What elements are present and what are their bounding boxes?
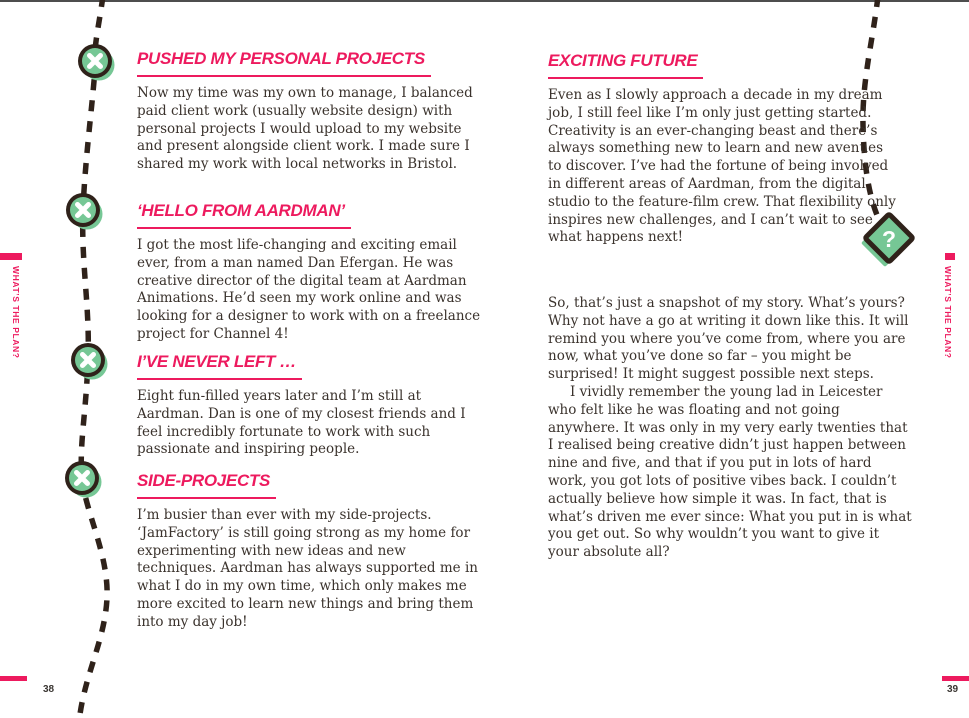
section-pushed-my-personal-projects — [137, 49, 485, 174]
section-body: I’m busier than ever with my side-projects. ‘JamFactory’ is still going strong as my home for experimenting with new ideas and new techniques. Aardman has always supported me in what I do in my own time, which only makes me more excited to learn new things and bring them into my day job! — [137, 507, 478, 630]
x-milestone-marker-3 — [68, 340, 112, 389]
x-icon — [63, 190, 107, 234]
section-body: Even as I slowly approach a decade in my dream job, I still feel like I’m only just getting started. Creativity is an ever-changing beast and there’s always something new to learn and new avenues to discover. I’ve had the fortune of being involved in different areas of Aardman, from the digital studio to the feature-film crew. That flexibility only inspires new challenges, and I can’t wait to see what happens next! — [548, 87, 896, 246]
right-margin-bar — [945, 253, 955, 260]
x-milestone-marker-1 — [75, 41, 119, 90]
question-glyph: ? — [881, 226, 897, 252]
x-icon — [75, 41, 119, 85]
section-exciting-future — [548, 51, 898, 247]
section-heading: SIDE-PROJECTS — [137, 471, 276, 499]
right-running-head: WHAT’S THE PLAN? — [943, 266, 953, 359]
section-ive-never-left — [137, 352, 485, 459]
left-folio-bar — [0, 676, 27, 681]
right-page-number: 39 — [947, 684, 959, 695]
section-heading: ‘HELLO FROM AARDMAN’ — [137, 201, 351, 229]
closing-text-block — [548, 295, 912, 562]
x-milestone-marker-4 — [62, 458, 106, 507]
section-body: Eight fun-filled years later and I’m still at Aardman. Dan is one of my closest friends and I feel incredibly fortunate to work with such passionate and inspiring people. — [137, 388, 466, 458]
right-folio-bar — [942, 676, 969, 681]
left-margin-bar — [0, 253, 22, 260]
section-heading: I’VE NEVER LEFT … — [137, 352, 302, 380]
closing-paragraph-2: I vividly remember the young lad in Leicester who felt like he was floating and not going anywhere. It was only in my very early twenties that I realised being creative didn’t just happen between nine and five, and that if you put in lots of hard work, you got lots of positive vibes back. I couldn’t actually believe how simple it was. In fact, that is what’s driven me ever since: What you put in is what you get out. So why wouldn’t you want to give it your absolute all? — [548, 383, 912, 561]
section-heading: EXCITING FUTURE — [548, 51, 703, 79]
x-milestone-marker-2 — [63, 190, 107, 239]
section-body: I got the most life-changing and exciting email ever, from a man named Dan Efergan. He was creative director of the digital team at Aardman Animations. He’d seen my work online and was looking for a designer to work with on a freelance project for Channel 4! — [137, 237, 481, 342]
x-icon — [62, 458, 106, 502]
closing-paragraph-1: So, that’s just a snapshot of my story. What’s yours? Why not have a go at writing it down like this. It will remind you where you’ve come from, where you are now, what you’ve done so far – you might be surprised! It might suggest possible next steps. — [548, 295, 909, 383]
x-icon — [68, 340, 112, 384]
section-heading: PUSHED MY PERSONAL PROJECTS — [137, 49, 431, 77]
left-page-number: 38 — [43, 684, 55, 695]
section-side-projects — [137, 471, 485, 632]
section-body: Now my time was my own to manage, I balanced paid client work (usually website design) with personal projects I would upload to my website and present alongside client work. I made sure I shared my work with local networks in Bristol. — [137, 85, 473, 173]
section-hello-from-aardman — [137, 201, 485, 344]
left-running-head: WHAT’S THE PLAN? — [11, 266, 21, 359]
